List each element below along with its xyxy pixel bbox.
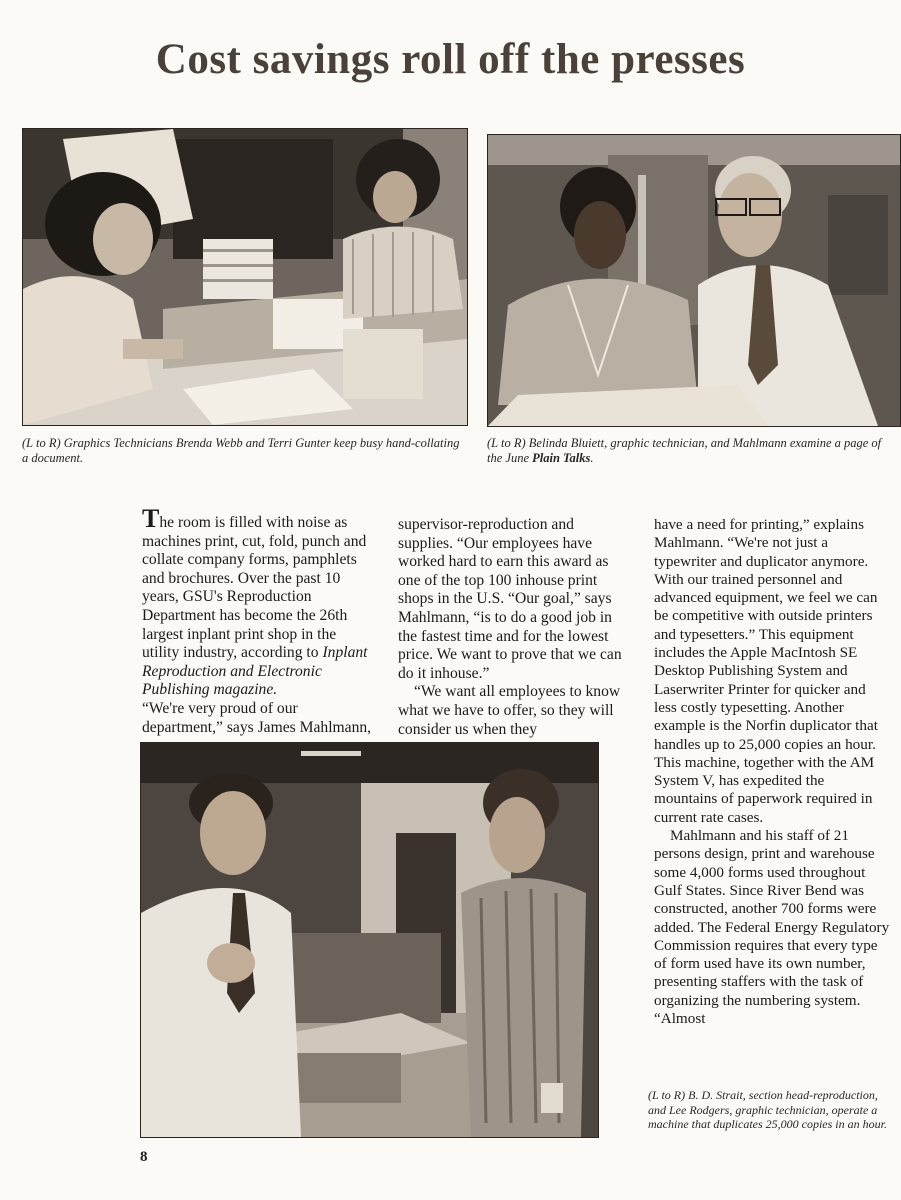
caption-duplicator: (L to R) B. D. Strait, section head-reproduction, and Lee Rodgers, graphic technician, operate a machine that duplicates 25,000 copies in an hour. <box>648 1088 887 1131</box>
photo-collating-image <box>23 129 467 425</box>
magazine-title: Inplant Reproduction and Electronic Publishing magazine. <box>142 644 368 699</box>
column-3-paragraph-1: have a need for printing,” explains Mahlmann. “We're not just a typewriter and duplicator anymore. With our trained personnel and advanced equipment, we feel we can be competitive with outside printers and typesetters.” This equipment includes the Apple MacIntosh SE Desktop Publishing System and Laserwriter Printer for quicker and less costly typesetting. Another example is the Norfin duplicator that handles up to 25,000 copies an hour. This machine, together with the AM System V, has expedited the mountains of paperwork required in current rate cases. <box>654 516 878 826</box>
caption-examine-page <box>487 436 897 466</box>
drop-cap: T <box>142 504 160 533</box>
article-column-3 <box>654 516 890 1028</box>
column-1-paragraph-2: “We're very proud of our department,” says James Mahlmann, <box>142 699 372 736</box>
caption-examine-text: (L to R) Belinda Bluiett, graphic technician, and Mahlmann examine a page of the June <box>487 436 882 465</box>
article-title: Cost savings roll off the presses <box>155 36 746 83</box>
column-2-paragraph-2: “We want all employees to know what we have to offer, so they will consider us when they <box>398 683 621 738</box>
photo-examine-page <box>487 134 901 427</box>
column-2-paragraph-1: supervisor-reproduction and supplies. “Our employees have worked hard to earn this award as one of the top 100 inhouse print shops in the U.S. “Our goal,” says Mahlmann, “is to do a good job in the fastest time and for the lowest price. We want to prove that we can do it inhouse.” <box>398 516 622 682</box>
photo-duplicator-image <box>141 743 598 1137</box>
article-column-2 <box>398 516 631 739</box>
page-number: 8 <box>140 1149 148 1165</box>
article-column-1 <box>142 504 374 737</box>
column-1-paragraph-1: he room is filled with noise as machines print, cut, fold, punch and collate company forms, pamphlets and brochures. Over the past 10 years, GSU's Reproduction Department has become the 26th largest inplant print shop in the utility industry, according to <box>142 514 367 662</box>
photo-examine-page-image <box>488 135 900 426</box>
photo-collating <box>22 128 468 426</box>
caption-examine-end: . <box>590 451 594 465</box>
column-3-paragraph-2: Mahlmann and his staff of 21 persons design, print and warehouse some 4,000 forms used throughout Gulf States. Since River Bend was constructed, another 700 forms were added. The Federal Energy Regulatory Commission requires that every type of form used have its own number, presenting staffers with the task of organizing the numbering system. “Almost <box>654 827 890 1028</box>
caption-collating: (L to R) Graphics Technicians Brenda Webb and Terri Gunter keep busy hand-collating a document. <box>22 436 460 465</box>
photo-duplicator <box>140 742 599 1138</box>
caption-publication: Plain Talks <box>532 451 591 465</box>
